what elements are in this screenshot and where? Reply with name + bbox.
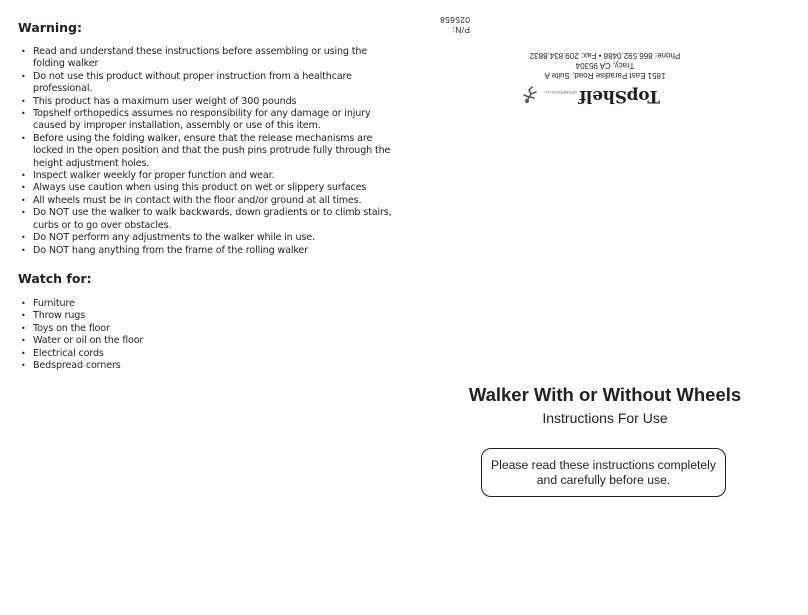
address-street: 1851 East Paradise Road, Suite A (544, 71, 666, 80)
document-subtitle: Instructions For Use (542, 410, 668, 426)
document-title: Walker With or Without Wheels (468, 384, 742, 405)
company-logo (520, 86, 660, 108)
logo-wordmark: TopShelf (579, 86, 660, 106)
list-item: • Do not use this product without proper instruction from a healthcare professional. (18, 71, 398, 96)
list-item: • Water or oil on the floor (18, 335, 398, 347)
address-phone-fax: Phone: 866.592.0488 • Fax: 209.834.8832 (529, 51, 681, 60)
list-item: • Bedspread corners (18, 360, 398, 372)
watch-for-heading: Watch for: (18, 270, 92, 286)
warning-heading: Warning: (18, 20, 82, 35)
list-item: • Throw rugs (18, 310, 398, 322)
address-city: Tracy, CA 95304 (575, 61, 635, 70)
notice-text: Please read these instructions completely and carefully before use. (491, 457, 716, 487)
company-header (420, 10, 680, 110)
list-item: • Do NOT use the walker to walk backwards, down gradients or to climb stairs, curbs or to go over obstacles. (18, 207, 398, 232)
list-item: • Toys on the floor (18, 323, 398, 335)
list-item: • All wheels must be in contact with the floor and/or ground at all times. (18, 195, 398, 207)
list-item: • Topshelf orthopedics assumes no responsibility for any damage or injury caused by improper installation, assembly or use of this item. (18, 108, 398, 133)
list-item: • Do NOT hang anything from the frame of the rolling walker (18, 245, 398, 257)
list-item: • Furniture (18, 298, 398, 310)
part-number: P/N: 025658 (439, 15, 470, 35)
logo-subtext: ORTHOPEDICS LLC (544, 90, 578, 94)
watch-for-list (18, 298, 398, 372)
list-item: • Do NOT perform any adjustments to the walker while in use. (18, 232, 398, 244)
read-instructions-notice (481, 448, 726, 497)
running-figure-icon (520, 86, 540, 104)
list-item: • Before using the folding walker, ensure that the release mechanisms are locked in the open position and that the push pins protrude fully through the height adjustment holes. (18, 133, 398, 170)
list-item: • This product has a maximum user weight of 300 pounds (18, 96, 398, 108)
list-item: • Read and understand these instructions before assembling or using the folding walker (18, 46, 398, 71)
warning-list (18, 46, 398, 257)
instructions-panel (18, 20, 398, 372)
list-item: • Always use caution when using this product on wet or slippery surfaces (18, 182, 398, 194)
list-item: • Inspect walker weekly for proper function and wear. (18, 170, 398, 182)
list-item: • Electrical cords (18, 348, 398, 360)
